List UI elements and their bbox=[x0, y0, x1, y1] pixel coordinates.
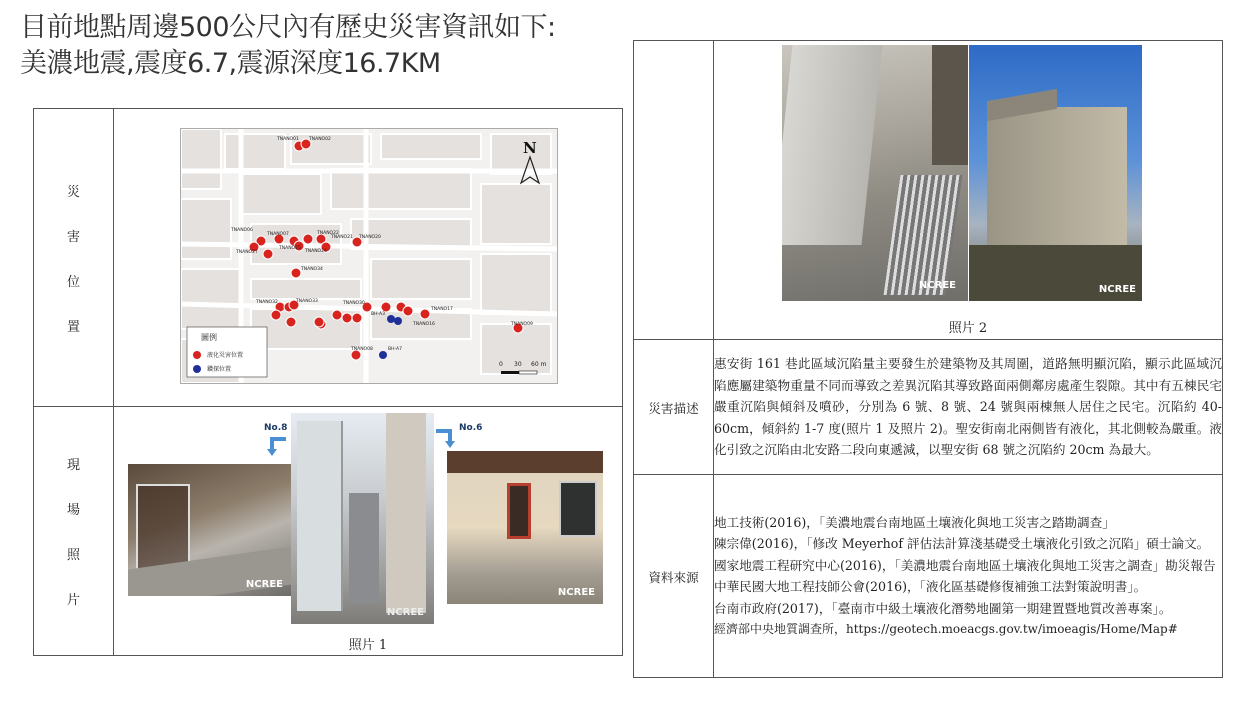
photo-house-no8[interactable] bbox=[128, 464, 291, 596]
ncree-watermark: NCREE bbox=[245, 579, 283, 590]
map-point-label: TNANO34 bbox=[301, 267, 323, 272]
photo-sinkage-detail[interactable] bbox=[782, 45, 968, 301]
source-item: 陳宗偉(2016)，「修改 Meyerhof 評估法計算淺基礎受土壤液化引致之沉陷」碩士論文。 bbox=[714, 536, 1210, 551]
legend-item-borehole: 鑽探位置 bbox=[207, 366, 232, 373]
photo1-cell bbox=[114, 407, 623, 656]
header-line-1: 目前地點周邊500公尺內有歷史災害資訊如下: bbox=[20, 12, 556, 43]
label-char: 置 bbox=[66, 319, 80, 335]
photo1-caption: 照片 1 bbox=[348, 638, 388, 653]
map-point-label: TNANO25 bbox=[279, 246, 301, 251]
photo2-cell bbox=[714, 41, 1223, 340]
map-point-label: BH-A3 bbox=[371, 312, 385, 317]
label-char: 場 bbox=[66, 503, 80, 518]
label-char: 現 bbox=[66, 458, 80, 473]
left-info-table bbox=[33, 108, 623, 656]
source-item: 國家地震工程研究中心(2016)，「美濃地震台南地區土壤液化與地工災害之調查」勘災報告 bbox=[714, 557, 1216, 573]
page-header bbox=[20, 10, 556, 82]
map-point-label: TNANO24 bbox=[305, 249, 327, 254]
map-point-label: TNANO33 bbox=[296, 299, 318, 304]
map-point-label: TNANO07 bbox=[267, 232, 289, 237]
source-list bbox=[714, 475, 1223, 678]
arrow-no8-icon bbox=[264, 435, 290, 457]
map-point-label: TNANO27 bbox=[236, 250, 258, 255]
map-point-label: TNANO09 bbox=[511, 322, 533, 327]
callout-no8: No.8 bbox=[264, 423, 288, 433]
map-point-label: TNANO06 bbox=[231, 228, 253, 233]
map-point-label: TNANO22 bbox=[317, 231, 339, 236]
scale-0: 0 bbox=[499, 361, 503, 368]
source-item-url[interactable]: 經濟部中央地質調查所，https://geotech.moeacgs.gov.tw/imoeagis/Home/Map# bbox=[714, 622, 1178, 636]
map-point-label: TNANO16 bbox=[413, 322, 435, 327]
map-cell bbox=[114, 109, 623, 407]
ncree-watermark: NCREE bbox=[557, 587, 595, 598]
source-item: 中華民國大地工程技師公會(2016)，「液化區基礎修復補強工法對策說明書」。 bbox=[714, 579, 1147, 594]
photo2-caption: 照片 2 bbox=[948, 321, 988, 336]
scale-30: 30 bbox=[514, 361, 522, 368]
label-char: 害 bbox=[66, 229, 80, 245]
map-point-label: BH-A7 bbox=[388, 347, 402, 352]
location-map[interactable] bbox=[180, 128, 558, 384]
label-char: 片 bbox=[66, 593, 80, 608]
ncree-watermark: NCREE bbox=[918, 280, 956, 291]
location-label bbox=[34, 109, 114, 407]
photo2-label-cell bbox=[634, 41, 714, 340]
north-label: N bbox=[523, 139, 537, 157]
source-item: 台南市政府(2017)，「臺南市中級土壤液化潛勢地圖第一期建置暨地質改善專案」。 bbox=[714, 600, 1172, 616]
legend-title: 圖例 bbox=[201, 333, 217, 342]
label-char: 位 bbox=[66, 274, 80, 290]
map-svg bbox=[181, 129, 557, 383]
label-char: 災 bbox=[66, 184, 80, 200]
ncree-watermark: NCREE bbox=[1098, 284, 1136, 295]
map-point-label: TNANO08 bbox=[351, 347, 373, 352]
header-line-2: 美濃地震,震度6.7,震源深度16.7KM bbox=[20, 48, 441, 79]
arrow-no6-icon bbox=[434, 427, 460, 449]
callout-no6: No.6 bbox=[459, 423, 483, 433]
map-point-label: TNANO32 bbox=[256, 300, 278, 305]
scale-60: 60 m bbox=[531, 361, 547, 368]
map-point-label: TNANO17 bbox=[431, 307, 453, 312]
disaster-description-label: 災害描述 bbox=[634, 340, 714, 475]
disaster-description: 惠安街 161 巷此區域沉陷量主要發生於建築物及其周圍，道路無明顯沉陷，顯示此區域沉陷應屬建築物重量不同而導致之差異沉陷其導致路面兩側鄰房處產生裂隙。其中有五棟民宅嚴重沉陷與傾斜及噴砂，分別為 6 號、8 號、24 號與兩棟無人居住之民宅。沉陷約 40-60cm，傾斜約 1-7 度(照片 1 及照片 2)。聖安街南北兩側皆有液化，其北側較為嚴重。液化引致之沉陷由北安路二段向東遞減，以聖安街 68 號之沉陷約 20cm 為最大。 bbox=[714, 340, 1223, 475]
map-point-label: TNANO30 bbox=[343, 301, 365, 306]
map-point-label: TNANO01 bbox=[277, 137, 299, 142]
legend-item-liquefaction: 液化災害位置 bbox=[207, 352, 244, 359]
label-char: 照 bbox=[66, 548, 80, 563]
map-point-label: TNANO02 bbox=[309, 137, 331, 142]
photo-tilted-building[interactable] bbox=[969, 45, 1142, 301]
photo-alley[interactable] bbox=[291, 413, 434, 624]
source-label: 資料來源 bbox=[634, 475, 714, 678]
map-point-label: TNANO21 bbox=[331, 235, 353, 240]
map-point-label: TNANO20 bbox=[359, 235, 381, 240]
right-info-table bbox=[633, 40, 1223, 678]
source-item: 地工技術(2016)，「美濃地震台南地區土壤液化與地工災害之踏勘調查」 bbox=[714, 514, 1115, 530]
photo-house-no6[interactable] bbox=[447, 451, 603, 604]
photo-label bbox=[34, 407, 114, 656]
ncree-watermark: NCREE bbox=[386, 607, 424, 618]
